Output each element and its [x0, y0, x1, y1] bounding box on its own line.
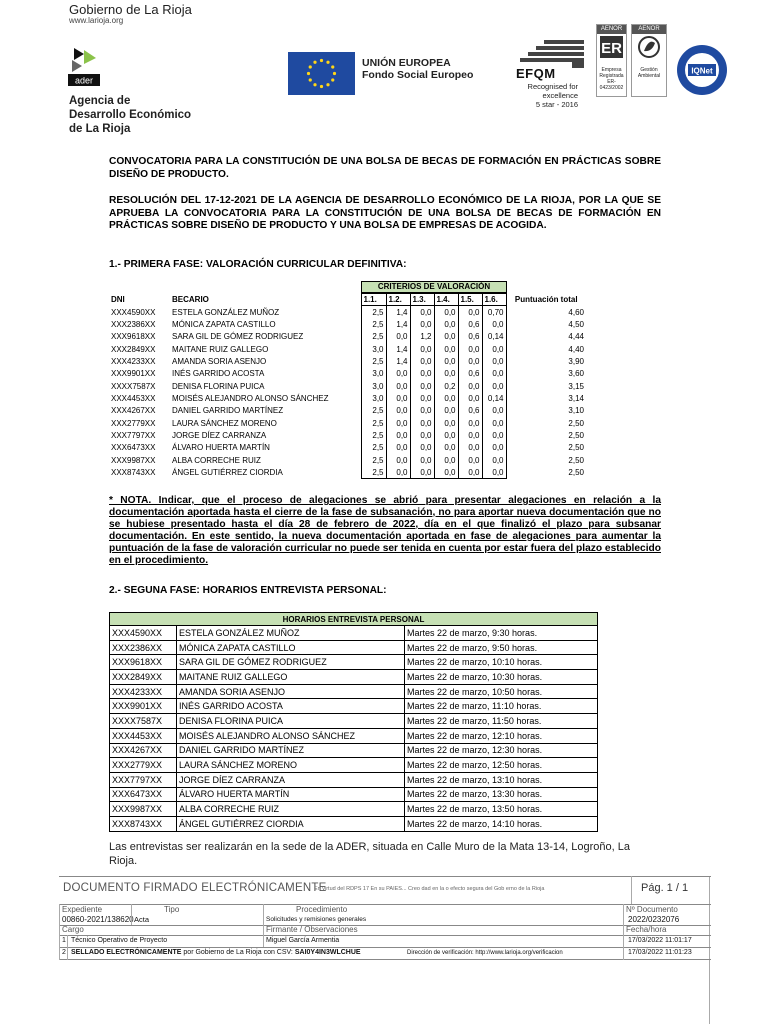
efqm-sub-line: Recognised for excellence: [527, 82, 578, 100]
ader-logo-icon: [68, 46, 100, 86]
schedule-name: MOISÉS ALEJANDRO ALONSO SÁNCHEZ: [177, 728, 405, 743]
row-criterion-score: 0,0: [410, 380, 434, 392]
evaluation-row: [109, 392, 586, 404]
eu-star-icon: [326, 83, 329, 86]
row-criterion-score: 2,5: [361, 429, 386, 441]
sealed-by: por Gobierno de La Rioja con CSV:: [183, 949, 293, 956]
row-criterion-score: 0,0: [458, 355, 482, 367]
eu-line: Fondo Social Europeo: [362, 69, 474, 81]
row-name: ÁLVARO HUERTA MARTÍN: [172, 443, 270, 453]
row-criterion-score: 0,0: [434, 429, 458, 441]
row-criterion-score: 0,2: [434, 380, 458, 392]
row-criterion-score: 0,0: [386, 454, 410, 466]
evaluation-table: [109, 293, 586, 479]
government-title: Gobierno de La Rioja: [69, 2, 192, 17]
schedule-time: Martes 22 de marzo, 12:50 horas.: [405, 758, 598, 773]
row-criterion-score: 0,0: [386, 331, 410, 343]
row-name: LAURA SÁNCHEZ MORENO: [172, 418, 277, 428]
row-criterion-score: 0,0: [434, 306, 458, 318]
schedule-row: [110, 802, 598, 817]
label-fecha: Fecha/hora: [626, 925, 667, 934]
agency-line: de La Rioja: [69, 123, 131, 135]
schedule-name: ALBA CORRECHE RUIZ: [177, 802, 405, 817]
schedule-name: SARA GIL DE GÓMEZ RODRIGUEZ: [177, 655, 405, 670]
row-total-score: 2,50: [568, 443, 584, 453]
schedule-name: DANIEL GARRIDO MARTÍNEZ: [177, 743, 405, 758]
expediente-value: 00860-2021/138620: [62, 915, 134, 924]
row-name: ESTELA GONZÁLEZ MUÑOZ: [172, 307, 280, 317]
section1-title: 1.- PRIMERA FASE: VALORACIÓN CURRICULAR DEFINITIVA:: [109, 259, 407, 270]
verification-url[interactable]: Dirección de verificación: http://www.larioja.org/verificacion: [407, 950, 563, 956]
signer2-seal: [71, 949, 361, 956]
row-criterion-score: 1,4: [386, 318, 410, 330]
row-name: ÁNGEL GUTIÉRREZ CIORDIA: [172, 467, 283, 477]
agency-line: Desarrollo Económico: [69, 109, 192, 121]
electronic-signature-block: [59, 876, 711, 960]
row-criterion-score: 0,0: [458, 343, 482, 355]
row-total-score: 3,15: [568, 381, 584, 391]
row-criterion-score: 0,0: [482, 454, 506, 466]
row-name: MOISÉS ALEJANDRO ALONSO SÁNCHEZ: [172, 393, 329, 403]
evaluation-row: [109, 429, 586, 441]
row-criterion-score: 0,0: [458, 442, 482, 454]
row-criterion-score: 0,0: [410, 417, 434, 429]
schedule-name: MÓNICA ZAPATA CASTILLO: [177, 640, 405, 655]
row-criterion-score: 0,0: [434, 343, 458, 355]
eu-star-icon: [320, 59, 323, 62]
row-dni: XXXX7587X: [111, 381, 156, 391]
schedule-time: Martes 22 de marzo, 12:10 horas.: [405, 728, 598, 743]
efqm-bars-icon: [520, 40, 584, 68]
convocatoria-title: CONVOCATORIA PARA LA CONSTITUCIÓN DE UNA BOLSA DE BECAS DE FORMACIÓN EN PRÁCTICAS SOBRE DISEÑO DE PRODUCTO.: [109, 156, 661, 180]
efqm-recognition: [512, 82, 578, 109]
aenor-label: AENOR: [597, 25, 626, 34]
schedule-table-header: HORARIOS ENTREVISTA PERSONAL: [110, 613, 598, 626]
row-criterion-score: 0,14: [482, 392, 506, 404]
tipo-value: Acta: [134, 915, 150, 924]
schedule-dni: XXX9901XX: [110, 699, 177, 714]
row-total-score: 3,60: [568, 369, 584, 379]
eu-star-icon: [309, 78, 312, 81]
col-becario: BECARIO: [172, 295, 209, 305]
row-criterion-score: 3,0: [361, 368, 386, 380]
schedule-name: INÉS GARRIDO ACOSTA: [177, 699, 405, 714]
schedule-dni: XXX4267XX: [110, 743, 177, 758]
row-criterion-score: 0,0: [434, 331, 458, 343]
row-criterion-score: 0,0: [410, 368, 434, 380]
col-dni: DNI: [111, 295, 125, 305]
row-total-score: 2,50: [568, 430, 584, 440]
row-name: DANIEL GARRIDO MARTÍNEZ: [172, 406, 284, 416]
row-criterion-score: 0,70: [482, 306, 506, 318]
eu-star-icon: [309, 65, 312, 68]
row-criterion-score: 0,0: [434, 405, 458, 417]
row-criterion-score: 3,0: [361, 343, 386, 355]
evaluation-row: [109, 343, 586, 355]
iqnet-seal-icon: [676, 44, 728, 96]
row-criterion-score: 0,0: [386, 466, 410, 478]
row-criterion-score: 0,6: [458, 318, 482, 330]
row-criterion-score: 0,0: [482, 429, 506, 441]
evaluation-row: [109, 417, 586, 429]
schedule-time: Martes 22 de marzo, 14:10 horas.: [405, 816, 598, 831]
signer1-name: Miguel García Armentia: [266, 937, 340, 944]
signer1-date: 17/03/2022 11:01:17: [628, 937, 692, 944]
eu-fund-label: [362, 57, 473, 81]
row-criterion-score: 2,5: [361, 405, 386, 417]
row-criterion-score: 0,0: [458, 454, 482, 466]
row-criterion-score: 0,0: [482, 466, 506, 478]
eu-line: UNIÓN EUROPEA: [362, 57, 451, 69]
row-criterion-score: 0,0: [434, 355, 458, 367]
row-total-score: 3,10: [568, 406, 584, 416]
row-criterion-score: 2,5: [361, 466, 386, 478]
row-criterion-score: 0,0: [434, 318, 458, 330]
row-criterion-score: 0,0: [458, 466, 482, 478]
signature-legal-note: En virtud del RDPS 17 En su PAIES... Creo dad en la o efecto segura del Gob erno de la Rioja: [314, 886, 545, 892]
schedule-row: [110, 787, 598, 802]
schedule-dni: XXX2386XX: [110, 640, 177, 655]
row-criterion-score: 0,0: [458, 380, 482, 392]
signer1-cargo: Técnico Operativo de Proyecto: [71, 937, 168, 944]
aenor-ga-badge: [631, 24, 667, 97]
row-criterion-score: 0,0: [458, 417, 482, 429]
row-name: ALBA CORRECHE RUIZ: [172, 455, 261, 465]
schedule-time: Martes 22 de marzo, 13:30 horas.: [405, 787, 598, 802]
row-criterion-score: 0,0: [482, 318, 506, 330]
col-criterion: 1.5.: [458, 294, 482, 306]
evaluation-table-header: [109, 294, 586, 306]
row-criterion-score: 0,0: [482, 417, 506, 429]
row-dni: XXX9987XX: [111, 455, 156, 465]
schedule-row: [110, 655, 598, 670]
schedule-table-header-row: [110, 613, 598, 626]
evaluation-row: [109, 318, 586, 330]
label-procedimiento: Procedimiento: [296, 905, 348, 914]
row-criterion-score: 0,0: [386, 368, 410, 380]
row-criterion-score: 0,6: [458, 331, 482, 343]
row-name: SARA GIL DE GÓMEZ RODRIGUEZ: [172, 332, 304, 342]
evaluation-row: [109, 405, 586, 417]
procedimiento-value: Solicitudes y remisiones generales: [266, 916, 367, 923]
evaluation-row: [109, 306, 586, 318]
row-criterion-score: 0,0: [434, 466, 458, 478]
row-criterion-score: 1,2: [410, 331, 434, 343]
row-criterion-score: 0,0: [386, 392, 410, 404]
row-criterion-score: 2,5: [361, 454, 386, 466]
criteria-group-header: CRITERIOS DE VALORACIÓN: [361, 281, 507, 293]
evaluation-row: [109, 331, 586, 343]
label-cargo: Cargo: [62, 925, 84, 934]
evaluation-row: [109, 380, 586, 392]
schedule-row: [110, 714, 598, 729]
col-criterion: 1.2.: [386, 294, 410, 306]
row-criterion-score: 0,0: [434, 417, 458, 429]
row-criterion-score: 1,4: [386, 343, 410, 355]
label-tipo: Tipo: [164, 905, 180, 914]
row-criterion-score: 0,0: [410, 392, 434, 404]
row-name: MÓNICA ZAPATA CASTILLO: [172, 319, 276, 329]
row-name: MAITANE RUIZ GALLEGO: [172, 344, 269, 354]
col-criterion: 1.6.: [482, 294, 506, 306]
eu-flag-icon: [288, 52, 355, 95]
evaluation-row: [109, 442, 586, 454]
row-criterion-score: 0,0: [482, 405, 506, 417]
schedule-dni: XXX9987XX: [110, 802, 177, 817]
row-criterion-score: 0,0: [434, 454, 458, 466]
schedule-dni: XXXX7587X: [110, 714, 177, 729]
row-total-score: 4,40: [568, 344, 584, 354]
row-criterion-score: 2,5: [361, 355, 386, 367]
csv-code: SAI0Y4IN3WLCHUE: [294, 949, 361, 956]
iqnet-text: IQNet: [691, 66, 713, 76]
schedule-row: [110, 640, 598, 655]
schedule-name: LAURA SÁNCHEZ MORENO: [177, 758, 405, 773]
row-criterion-score: 2,5: [361, 331, 386, 343]
row-criterion-score: 0,0: [410, 454, 434, 466]
eu-star-icon: [313, 61, 316, 64]
evaluation-row: [109, 466, 586, 478]
signer1-num: 1: [62, 937, 66, 944]
label-firmante: Firmante / Observaciones: [266, 925, 358, 934]
label-expediente: Expediente: [62, 905, 103, 914]
row-criterion-score: 0,0: [410, 306, 434, 318]
schedule-name: JORGE DÍEZ CARRANZA: [177, 772, 405, 787]
aenor-label: AENOR: [632, 25, 666, 34]
section2-title: 2.- SEGUNA FASE: HORARIOS ENTREVISTA PERSONAL:: [109, 585, 387, 596]
leaf-mark-icon: [632, 34, 666, 60]
eu-star-icon: [331, 78, 334, 81]
evaluation-row: [109, 355, 586, 367]
row-criterion-score: 0,0: [410, 343, 434, 355]
schedule-time: Martes 22 de marzo, 9:50 horas.: [405, 640, 598, 655]
col-criterion: 1.1.: [361, 294, 386, 306]
sealed-label: SELLADO ELECTRÓNICAMENTE: [71, 949, 182, 956]
row-criterion-score: 0,0: [458, 392, 482, 404]
row-criterion-score: 2,5: [361, 417, 386, 429]
schedule-time: Martes 22 de marzo, 10:30 horas.: [405, 670, 598, 685]
row-criterion-score: 0,6: [458, 368, 482, 380]
evaluation-row: [109, 454, 586, 466]
schedule-dni: XXX4233XX: [110, 684, 177, 699]
schedule-time: Martes 22 de marzo, 11:50 horas.: [405, 714, 598, 729]
eu-star-icon: [333, 72, 336, 75]
row-criterion-score: 3,0: [361, 392, 386, 404]
schedule-time: Martes 22 de marzo, 11:10 horas.: [405, 699, 598, 714]
row-criterion-score: 1,4: [386, 306, 410, 318]
row-criterion-score: 0,0: [386, 405, 410, 417]
signer2-date: 17/03/2022 11:01:23: [628, 949, 692, 956]
row-criterion-score: 0,6: [458, 405, 482, 417]
aenor1-line: ER-0423/2002: [599, 79, 624, 91]
row-total-score: 2,50: [568, 418, 584, 428]
signature-title: DOCUMENTO FIRMADO ELECTRÓNICAMENTE: [63, 882, 327, 894]
schedule-row: [110, 728, 598, 743]
row-total-score: 2,50: [568, 455, 584, 465]
row-criterion-score: 0,0: [410, 318, 434, 330]
row-criterion-score: 0,0: [458, 306, 482, 318]
schedule-name: ÁNGEL GUTIÉRREZ CIORDIA: [177, 816, 405, 831]
allegations-note: * NOTA. Indicar, que el proceso de alegaciones se abrió para presentar alegaciones en relación a la documentación aportada hasta el cierre de la fase de subsanación, no para aportar nueva documentación que no se hubiese presentado hasta el día 28 de febrero de 2022, día en el que finalizó el plazo para subsanar documentación. En este sentido, la nueva documentación aportada en fase de alegaciones para aumentar la puntuación de la fase de valoración curricular no puede ser tenida en cuenta por estar fuera del plazo establecido en el procedimiento.: [109, 495, 661, 566]
row-total-score: 4,50: [568, 319, 584, 329]
agency-name: [69, 94, 191, 136]
col-criterion: 1.4.: [434, 294, 458, 306]
resolution-title: RESOLUCIÓN DEL 17-12-2021 DE LA AGENCIA DE DESARROLLO ECONÓMICO DE LA RIOJA, POR LA QUE SE APRUEBA LA CONVOCATORIA PARA LA CONSTITUCIÓN DE UNA BOLSA DE BECAS DE FORMACIÓN EN PRÁCTICAS SOBRE DISEÑO DE PRODUCTO Y UNA BOLSA DE EMPRESAS DE ACOGIDA.: [109, 195, 661, 231]
schedule-dni: XXX2779XX: [110, 758, 177, 773]
row-criterion-score: 2,5: [361, 442, 386, 454]
row-criterion-score: 0,0: [458, 429, 482, 441]
schedule-row: [110, 816, 598, 831]
row-criterion-score: 0,0: [386, 417, 410, 429]
efqm-logo: EFQM: [516, 66, 556, 81]
row-criterion-score: 3,0: [361, 380, 386, 392]
eu-star-icon: [313, 83, 316, 86]
row-criterion-score: 2,5: [361, 306, 386, 318]
government-url: www.larioja.org: [69, 16, 124, 25]
evaluation-row: [109, 368, 586, 380]
row-dni: XXX9618XX: [111, 332, 156, 342]
page-number: Pág. 1 / 1: [641, 882, 689, 894]
ndoc-value: 2022/0232076: [628, 915, 680, 924]
row-dni: XXX2386XX: [111, 319, 156, 329]
col-criterion: 1.3.: [410, 294, 434, 306]
row-dni: XXX8743XX: [111, 467, 156, 477]
schedule-row: [110, 743, 598, 758]
aenor2-line: Ambiental: [637, 73, 661, 79]
schedule-dni: XXX7797XX: [110, 772, 177, 787]
schedule-row: [110, 758, 598, 773]
ader-logo-text: ader: [74, 75, 94, 86]
agency-line: Agencia de: [69, 95, 131, 107]
row-criterion-score: 2,5: [361, 318, 386, 330]
aenor2-line: Gestión: [640, 67, 658, 73]
row-name: DENISA FLORINA PUICA: [172, 381, 265, 391]
schedule-name: ÁLVARO HUERTA MARTÍN: [177, 787, 405, 802]
signer2-num: 2: [62, 949, 66, 956]
row-name: AMANDA SORIA ASENJO: [172, 356, 267, 366]
schedule-dni: XXX4590XX: [110, 626, 177, 641]
schedule-time: Martes 22 de marzo, 12:30 horas.: [405, 743, 598, 758]
schedule-row: [110, 684, 598, 699]
row-criterion-score: 0,0: [482, 380, 506, 392]
row-total-score: 2,50: [568, 467, 584, 477]
schedule-time: Martes 22 de marzo, 13:50 horas.: [405, 802, 598, 817]
schedule-name: AMANDA SORIA ASENJO: [177, 684, 405, 699]
aenor-er-badge: [596, 24, 627, 97]
row-criterion-score: 0,0: [410, 466, 434, 478]
row-criterion-score: 0,0: [410, 405, 434, 417]
er-mark-icon: [597, 34, 626, 60]
aenor1-line: Empresa: [601, 67, 622, 73]
schedule-dni: XXX2849XX: [110, 670, 177, 685]
eu-star-icon: [331, 65, 334, 68]
eu-star-icon: [320, 85, 323, 88]
row-dni: XXX9901XX: [111, 369, 156, 379]
row-total-score: 4,44: [568, 332, 584, 342]
schedule-dni: XXX4453XX: [110, 728, 177, 743]
schedule-name: MAITANE RUIZ GALLEGO: [177, 670, 405, 685]
row-total-score: 4,60: [568, 307, 584, 317]
row-criterion-score: 0,0: [482, 343, 506, 355]
row-criterion-score: 0,0: [410, 442, 434, 454]
row-name: JORGE DÍEZ CARRANZA: [172, 430, 267, 440]
interview-schedule-table: [109, 612, 598, 832]
schedule-dni: XXX8743XX: [110, 816, 177, 831]
row-total-score: 3,14: [568, 393, 584, 403]
row-criterion-score: 0,0: [482, 368, 506, 380]
aenor1-line: Registrada: [599, 73, 624, 79]
row-criterion-score: 0,0: [434, 442, 458, 454]
eu-star-icon: [307, 72, 310, 75]
schedule-name: ESTELA GONZÁLEZ MUÑOZ: [177, 626, 405, 641]
row-dni: XXX7797XX: [111, 430, 156, 440]
row-name: INÉS GARRIDO ACOSTA: [172, 369, 265, 379]
svg-text:ER: ER: [601, 40, 622, 57]
label-ndoc: Nº Documento: [626, 905, 678, 914]
row-criterion-score: 0,0: [386, 442, 410, 454]
row-dni: XXX2849XX: [111, 344, 156, 354]
row-dni: XXX4267XX: [111, 406, 156, 416]
row-criterion-score: 0,0: [410, 355, 434, 367]
eu-star-icon: [326, 61, 329, 64]
schedule-time: Martes 22 de marzo, 10:10 horas.: [405, 655, 598, 670]
schedule-time: Martes 22 de marzo, 10:50 horas.: [405, 684, 598, 699]
schedule-row: [110, 772, 598, 787]
interview-location-text: Las entrevistas ser realizarán en la sede de la ADER, situada en Calle Muro de la Mata 13-14, Logroño, La Rioja.: [109, 841, 630, 867]
row-criterion-score: 0,0: [386, 429, 410, 441]
efqm-sub-line: 5 star - 2016: [535, 100, 578, 109]
schedule-time: Martes 22 de marzo, 9:30 horas.: [405, 626, 598, 641]
schedule-dni: XXX6473XX: [110, 787, 177, 802]
schedule-name: DENISA FLORINA PUICA: [177, 714, 405, 729]
col-total: Puntuación total: [514, 295, 578, 305]
schedule-row: [110, 699, 598, 714]
row-criterion-score: 1,4: [386, 355, 410, 367]
row-total-score: 3,90: [568, 356, 584, 366]
schedule-row: [110, 626, 598, 641]
schedule-time: Martes 22 de marzo, 13:10 horas.: [405, 772, 598, 787]
row-dni: XXX4233XX: [111, 356, 156, 366]
schedule-dni: XXX9618XX: [110, 655, 177, 670]
row-criterion-score: 0,0: [434, 392, 458, 404]
row-criterion-score: 0,14: [482, 331, 506, 343]
row-dni: XXX2779XX: [111, 418, 156, 428]
row-criterion-score: 0,0: [410, 429, 434, 441]
row-dni: XXX6473XX: [111, 443, 156, 453]
row-criterion-score: 0,0: [434, 368, 458, 380]
row-dni: XXX4453XX: [111, 393, 156, 403]
row-dni: XXX4590XX: [111, 307, 156, 317]
row-criterion-score: 0,0: [482, 442, 506, 454]
schedule-row: [110, 670, 598, 685]
row-criterion-score: 0,0: [482, 355, 506, 367]
row-criterion-score: 0,0: [386, 380, 410, 392]
